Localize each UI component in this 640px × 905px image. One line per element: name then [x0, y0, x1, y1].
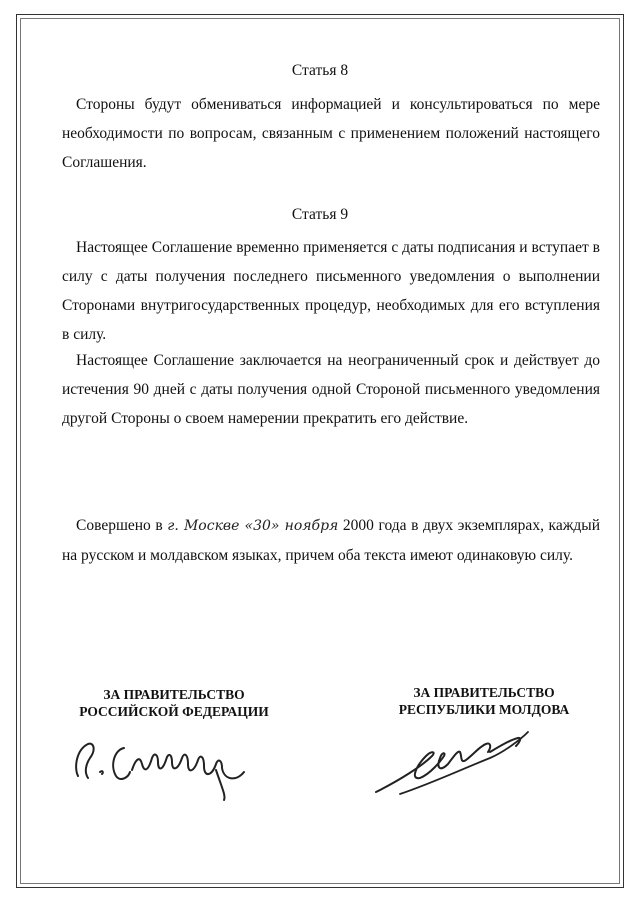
- signature-title-line-1: ЗА ПРАВИТЕЛЬСТВО: [103, 687, 245, 702]
- signature-title-line-2: РЕСПУБЛИКИ МОЛДОВА: [398, 702, 570, 717]
- article-9-paragraph-2: Настоящее Соглашение заключается на неограниченный срок и действует до истечения 90 дней с даты получения одной Стороной письменного уведомления другой Стороны о своем намерении прекратить его действие.: [62, 352, 600, 427]
- signature-title-line-2: РОССИЙСКОЙ ФЕДЕРАЦИИ: [79, 704, 269, 719]
- signature-block-moldova: [374, 684, 594, 718]
- signature-moldova: [370, 722, 540, 802]
- article-8-heading: Статья 8: [291, 62, 349, 79]
- signature-title-line-1: ЗА ПРАВИТЕЛЬСТВО: [413, 685, 555, 700]
- closing-prefix: Совершено в: [76, 517, 163, 534]
- article-9-heading: Статья 9: [291, 206, 349, 223]
- handwritten-place-date: г. Москве «30» ноября: [167, 518, 339, 534]
- closing-paragraph: [62, 511, 600, 570]
- article-9-paragraph-1: Настоящее Соглашение временно применяется с даты подписания и вступает в силу с даты получения последнего письменного уведомления о выполнении Сторонами внутригосударственных процедур, необходимых для его вступления в силу.: [62, 239, 600, 343]
- signature-block-russia: [64, 686, 284, 720]
- article-8-paragraph: Стороны будут обмениваться информацией и консультироваться по мере необходимости по вопросам, связанным с применением положений настоящего Соглашения.: [62, 96, 600, 171]
- signature-russia: [66, 728, 256, 798]
- closing-suffix: 2000 года в двух экземплярах, каждый на русском и молдавском языках, причем оба текста имеют одинаковую силу.: [62, 517, 600, 564]
